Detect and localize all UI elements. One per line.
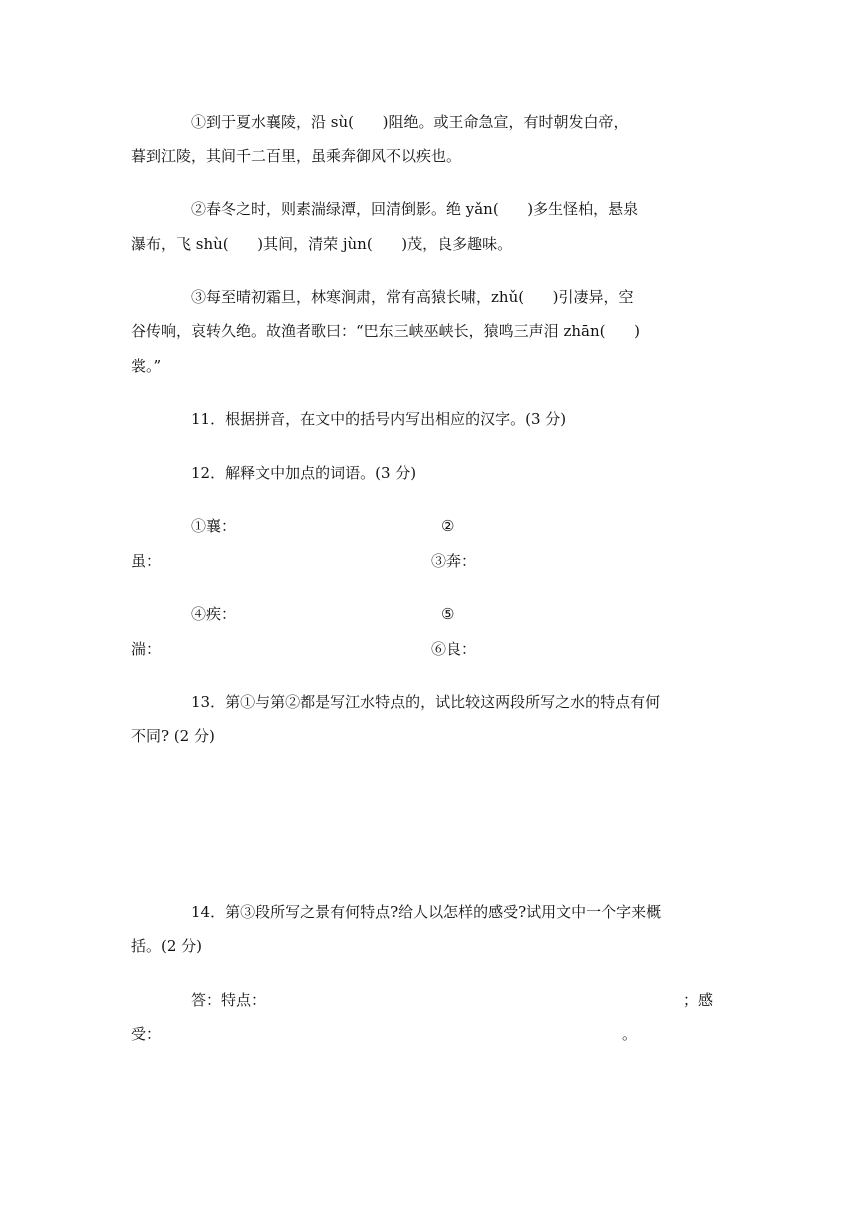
q12-item-1: ①襄： <box>191 517 237 535</box>
q14-answer-label: 答：特点： <box>191 991 267 1009</box>
passage-p3-line2: 谷传响，哀转久绝。故渔者歌曰：“巴东三峡巫峡长，猿鸣三声泪 zhān( ) <box>131 322 640 340</box>
passage-p2-line2: 瀑布，飞 shù( )其间，清荣 jùn( )茂，良多趣味。 <box>131 235 513 253</box>
q12-item-3: ③奔： <box>431 552 477 570</box>
passage-p1-line2: 暮到江陵，其间千二百里，虽乘奔御风不以疾也。 <box>131 147 462 165</box>
q14-answer-line2-label: 受： <box>131 1025 162 1043</box>
q12-item-4: ④疾： <box>191 605 237 623</box>
q12-item-6: ⑥良： <box>431 640 477 658</box>
question-12: 12．解释文中加点的词语。(3 分) <box>191 464 417 482</box>
question-14-line2: 括。(2 分) <box>131 937 203 955</box>
question-14-line1: 14．第③段所写之景有何特点?给人以怎样的感受?试用文中一个字来概 <box>191 903 662 921</box>
passage-p2-line1: ②春冬之时，则素湍绿潭，回清倒影。绝 yǎn( )多生怪柏，悬泉 <box>191 200 639 218</box>
passage-p3-line1: ③每至晴初霜旦，林寒涧肃，常有高猿长啸，zhǔ( )引凄异，空 <box>191 288 634 306</box>
q12-item-5-number: ⑤ <box>441 605 455 623</box>
question-13-line1: 13．第①与第②都是写江水特点的，试比较这两段所写之水的特点有何 <box>191 693 661 711</box>
q12-item-5-word: 湍： <box>131 640 162 658</box>
q12-item-2-word: 虽： <box>131 552 162 570</box>
passage-p1-line1: ①到于夏水襄陵，沿 sù( )阻绝。或王命急宣，有时朝发白帝， <box>191 113 629 131</box>
q12-item-2-number: ② <box>441 517 455 535</box>
q14-answer-end: 。 <box>622 1025 638 1043</box>
question-11: 11．根据拼音，在文中的括号内写出相应的汉字。(3 分) <box>191 410 567 428</box>
passage-p3-line3: 裳。” <box>131 357 162 375</box>
q14-answer-separator: ；感 <box>683 991 714 1009</box>
question-13-line2: 不同? (2 分) <box>131 727 215 745</box>
